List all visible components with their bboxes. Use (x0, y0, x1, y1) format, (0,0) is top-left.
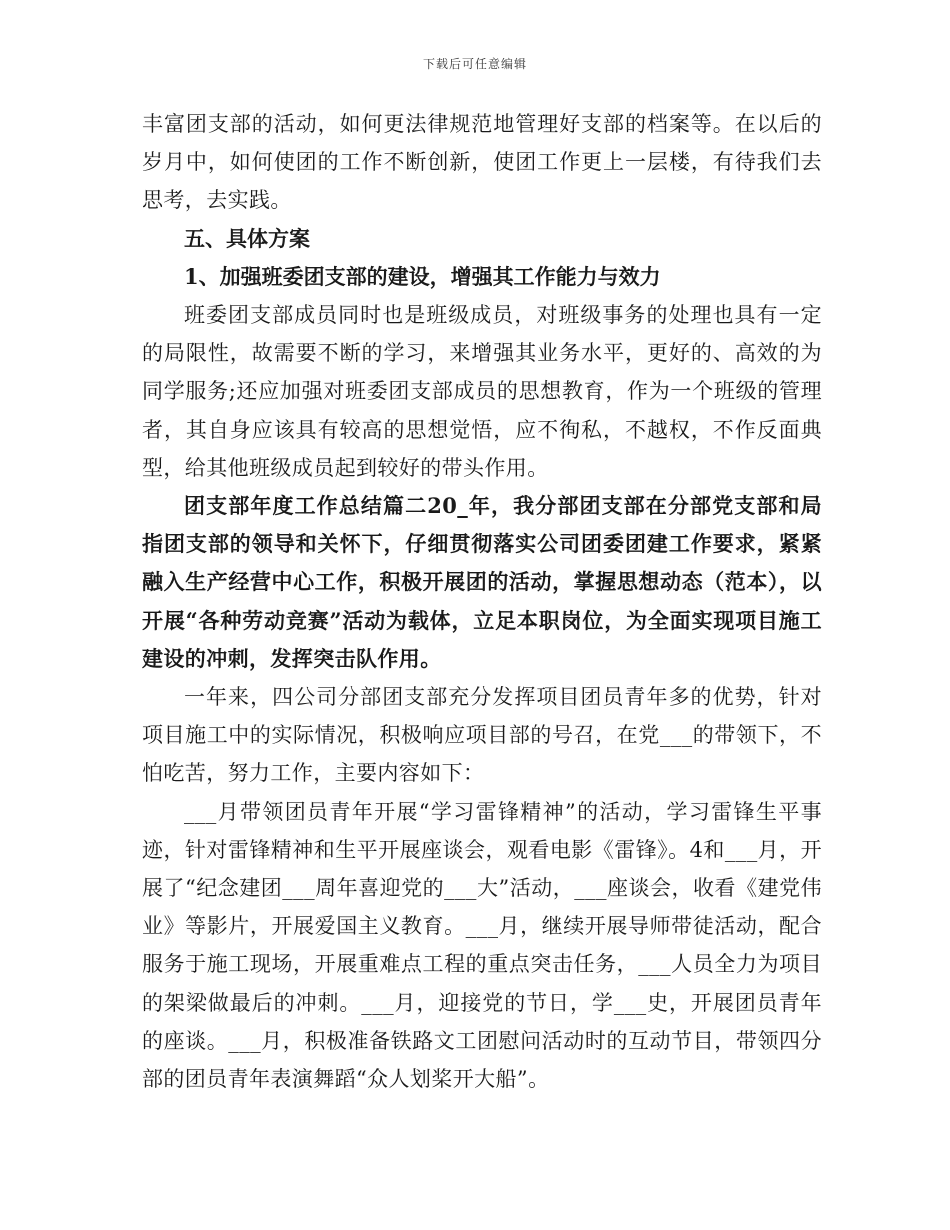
paragraph-activities: ___月带领团员青年开展“学习雷锋精神”的活动，学习雷锋生平事迹，针对雷锋精神和生平开展座谈会，观看电影《雷锋》。4和___月，开展了“纪念建团___周年喜迎党的___大”活动，___座谈会，收看《建党伟业》等影片，开展爱国主义教育。___月，继续开展导师带徒活动，配合服务于施工现场，开展重难点工程的重点突击任务，___人员全力为项目的架梁做最后的冲刺。___月，迎接党的节日，学___史，开展团员青年的座谈。___月，积极准备铁路文工团慰问活动时的互动节目，带领四分部的团员青年表演舞蹈“众人划桨开大船”。 (142, 799, 822, 1092)
paragraph-summary-bold: 团支部年度工作总结篇二20_年，我分部团支部在分部党支部和局指团支部的领导和关怀下，仔细贯彻落实公司团委团建工作要求，紧紧融入生产经营中心工作，积极开展团的活动，掌握思想动态（范本），以开展“各种劳动竞赛”活动为载体，立足本职岗位，为全面实现项目施工建设的冲刺，发挥突击队作用。 (142, 493, 822, 671)
document-body (142, 105, 822, 1098)
paragraph-continuation: 丰富团支部的活动，如何更法律规范地管理好支部的档案等。在以后的岁月中，如何使团的工作不断创新，使团工作更上一层楼，有待我们去思考，去实践。 (142, 112, 822, 213)
section-heading: 五、具体方案 (184, 225, 310, 251)
subsection-heading: 1、加强班委团支部的建设，增强其工作能力与效力 (184, 263, 661, 289)
paragraph-year-review: 一年来，四公司分部团支部充分发挥项目团员青年多的优势，针对项目施工中的实际情况，积极响应项目部的号召，在党___的带领下，不怕吃苦，努力工作，主要内容如下： (142, 685, 822, 786)
paragraph-class-committee: 班委团支部成员同时也是班级成员，对班级事务的处理也具有一定的局限性，故需要不断的学习，来增强其业务水平，更好的、高效的为同学服务;还应加强对班委团支部成员的思想教育，作为一个班级的管理者，其自身应该具有较高的思想觉悟，应不徇私，不越权，不作反面典型，给其他班级成员起到较好的带头作用。 (142, 303, 822, 480)
page-header: 下载后可任意编辑 (422, 57, 527, 71)
